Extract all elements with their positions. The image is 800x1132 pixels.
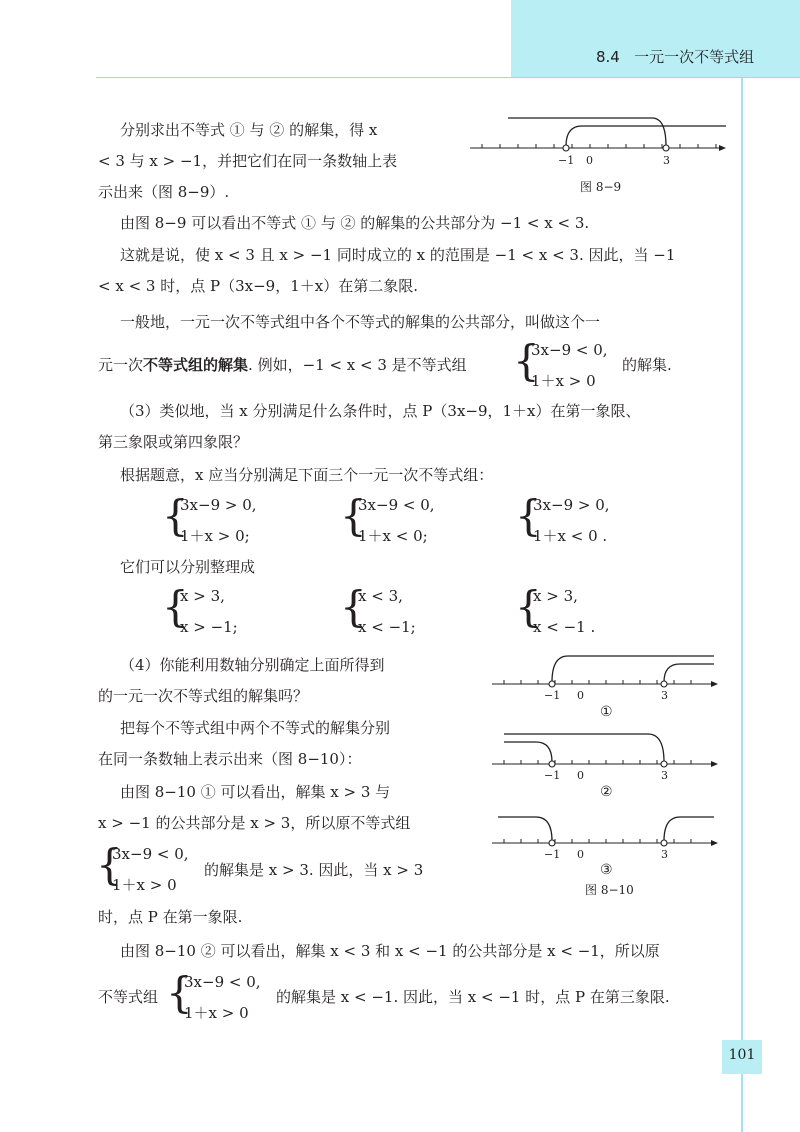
text-line: （4）你能利用数轴分别确定上面所得到	[120, 656, 385, 674]
tick-label-minus1: −1	[544, 848, 561, 861]
text-line: 这就是说，使 x < 3 且 x > −1 同时成立的 x 的范围是 −1 < x < 3. 因此，当 −1	[120, 246, 676, 264]
term-bold: 不等式组的解集	[143, 356, 249, 374]
system-line: x > 3,	[180, 587, 225, 605]
system-line: x > 3,	[533, 587, 578, 605]
fig89-tick-label-3: 3	[663, 154, 670, 167]
system-line: 3x−9 > 0,	[533, 496, 610, 514]
text-line: 时，点 P 在第一象限.	[98, 908, 243, 926]
header-rule	[96, 77, 800, 78]
point-minus1	[549, 840, 555, 846]
text-line: 它们可以分别整理成	[120, 558, 256, 576]
brace: {	[162, 582, 189, 631]
point-minus1	[549, 761, 555, 767]
text-line: 的一元一次不等式组的解集吗？	[98, 687, 309, 705]
text-line: （3）类似地，当 x 分别满足什么条件时，点 P（3x−9，1＋x）在第一象限、	[120, 402, 641, 420]
fig89-point-minus1	[563, 145, 569, 151]
figure-8-10-1	[492, 650, 722, 700]
system-line: x < 3,	[358, 587, 403, 605]
text-line: 在同一条数轴上表示出来（图 8−10）：	[98, 750, 362, 768]
text-line: 由图 8−9 可以看出不等式 ① 与 ② 的解集的公共部分为 −1 < x < 3.	[120, 214, 590, 232]
tick-label-3: 3	[661, 848, 668, 861]
ray-less-than-minus1	[498, 817, 552, 841]
figure-8-9	[470, 110, 730, 170]
tick-label-3: 3	[661, 689, 668, 702]
fig89-tick-label-minus1: −1	[558, 154, 575, 167]
tick-label-minus1: −1	[544, 769, 561, 782]
text-line: 分别求出不等式 ① 与 ② 的解集，得 x	[120, 121, 378, 139]
section-title: 一元一次不等式组	[634, 48, 755, 66]
brace: {	[166, 968, 193, 1017]
figure-caption: 图 8−9	[580, 180, 622, 194]
text-line: < x < 3 时，点 P（3x−9，1＋x）在第二象限.	[98, 277, 418, 295]
text-line: 根据题意，x 应当分别满足下面三个一元一次不等式组：	[120, 466, 494, 484]
text-line: 的解集.	[622, 356, 672, 374]
text-line: 的解集是 x < −1. 因此，当 x < −1 时，点 P 在第三象限.	[276, 988, 670, 1006]
ray-greater-than-3	[664, 664, 714, 682]
system-line: x < −1;	[358, 618, 416, 636]
brace: {	[162, 491, 189, 540]
figure-8-10-2	[492, 730, 722, 780]
text-line: 把每个不等式组中两个不等式的解集分别	[120, 719, 391, 737]
system-line: 1＋x > 0;	[180, 527, 250, 545]
tick-label-3: 3	[661, 769, 668, 782]
running-header	[596, 46, 754, 67]
section-number: 8.4	[596, 48, 620, 66]
brace: {	[513, 336, 540, 385]
fig89-point-3	[663, 145, 669, 151]
subfigure-label: ①	[600, 704, 613, 720]
figure-caption: 图 8−10	[585, 883, 634, 897]
fig89-ray-less-than-3	[508, 118, 666, 146]
fig89-ray-greater-than-minus1	[566, 126, 726, 146]
tick-label-0: 0	[577, 769, 584, 782]
text-line: < 3 与 x > −1，并把它们在同一条数轴上表	[98, 152, 398, 170]
system-line: 1＋x > 0	[531, 372, 596, 390]
system-line: 3x−9 < 0,	[112, 845, 189, 863]
text-line: 一般地，一元一次不等式组中各个不等式的解集的公共部分，叫做这个一	[120, 313, 601, 331]
ray-greater-than-3	[664, 817, 714, 841]
point-minus1	[549, 681, 555, 687]
brace: {	[96, 840, 123, 889]
brace: {	[515, 491, 542, 540]
ray-greater-than-minus1	[552, 656, 714, 682]
text-segment: 元一次	[98, 356, 144, 374]
tick-label-0: 0	[577, 689, 584, 702]
system-line: x > −1;	[180, 618, 238, 636]
system-line: 3x−9 > 0,	[180, 496, 257, 514]
side-rule	[741, 78, 743, 1132]
ray-less-than-minus1	[504, 742, 552, 762]
figure-8-10-3	[492, 809, 722, 859]
point-3	[661, 761, 667, 767]
system-line: 1＋x > 0	[112, 876, 177, 894]
system-line: 3x−9 < 0,	[184, 973, 261, 991]
text-line: 的解集是 x > 3. 因此，当 x > 3	[204, 861, 424, 879]
text-line: 由图 8−10 ② 可以看出，解集 x < 3 和 x < −1 的公共部分是 x < −1，所以原	[120, 942, 660, 960]
text-line: 示出来（图 8−9）.	[98, 183, 230, 201]
text-line: 第三象限或第四象限？	[98, 433, 249, 451]
system-line: 3x−9 < 0,	[358, 496, 435, 514]
tick-label-0: 0	[577, 848, 584, 861]
text-segment: . 例如，−1 < x < 3 是不等式组	[248, 356, 467, 374]
page-number: 101	[728, 1047, 756, 1063]
system-line: 1＋x < 0 .	[533, 527, 608, 545]
subfigure-label: ②	[600, 784, 613, 800]
point-3	[661, 840, 667, 846]
brace: {	[340, 491, 367, 540]
system-line: 1＋x < 0;	[358, 527, 428, 545]
point-3	[661, 681, 667, 687]
fig89-axis	[470, 145, 726, 151]
text-line: x > −1 的公共部分是 x > 3，所以原不等式组	[98, 814, 411, 832]
fig89-tick-label-0: 0	[586, 154, 593, 167]
system-line: x < −1 .	[533, 618, 596, 636]
subfigure-label: ③	[600, 862, 613, 878]
text-line	[98, 355, 467, 375]
text-line: 不等式组	[98, 988, 159, 1006]
system-line: 1＋x > 0	[184, 1004, 249, 1022]
tick-label-minus1: −1	[544, 689, 561, 702]
text-line: 由图 8−10 ① 可以看出，解集 x > 3 与	[120, 783, 391, 801]
brace: {	[340, 582, 367, 631]
system-line: 3x−9 < 0,	[531, 341, 608, 359]
fig89-ticks	[482, 144, 716, 148]
ray-less-than-3	[504, 734, 664, 762]
brace: {	[515, 582, 542, 631]
